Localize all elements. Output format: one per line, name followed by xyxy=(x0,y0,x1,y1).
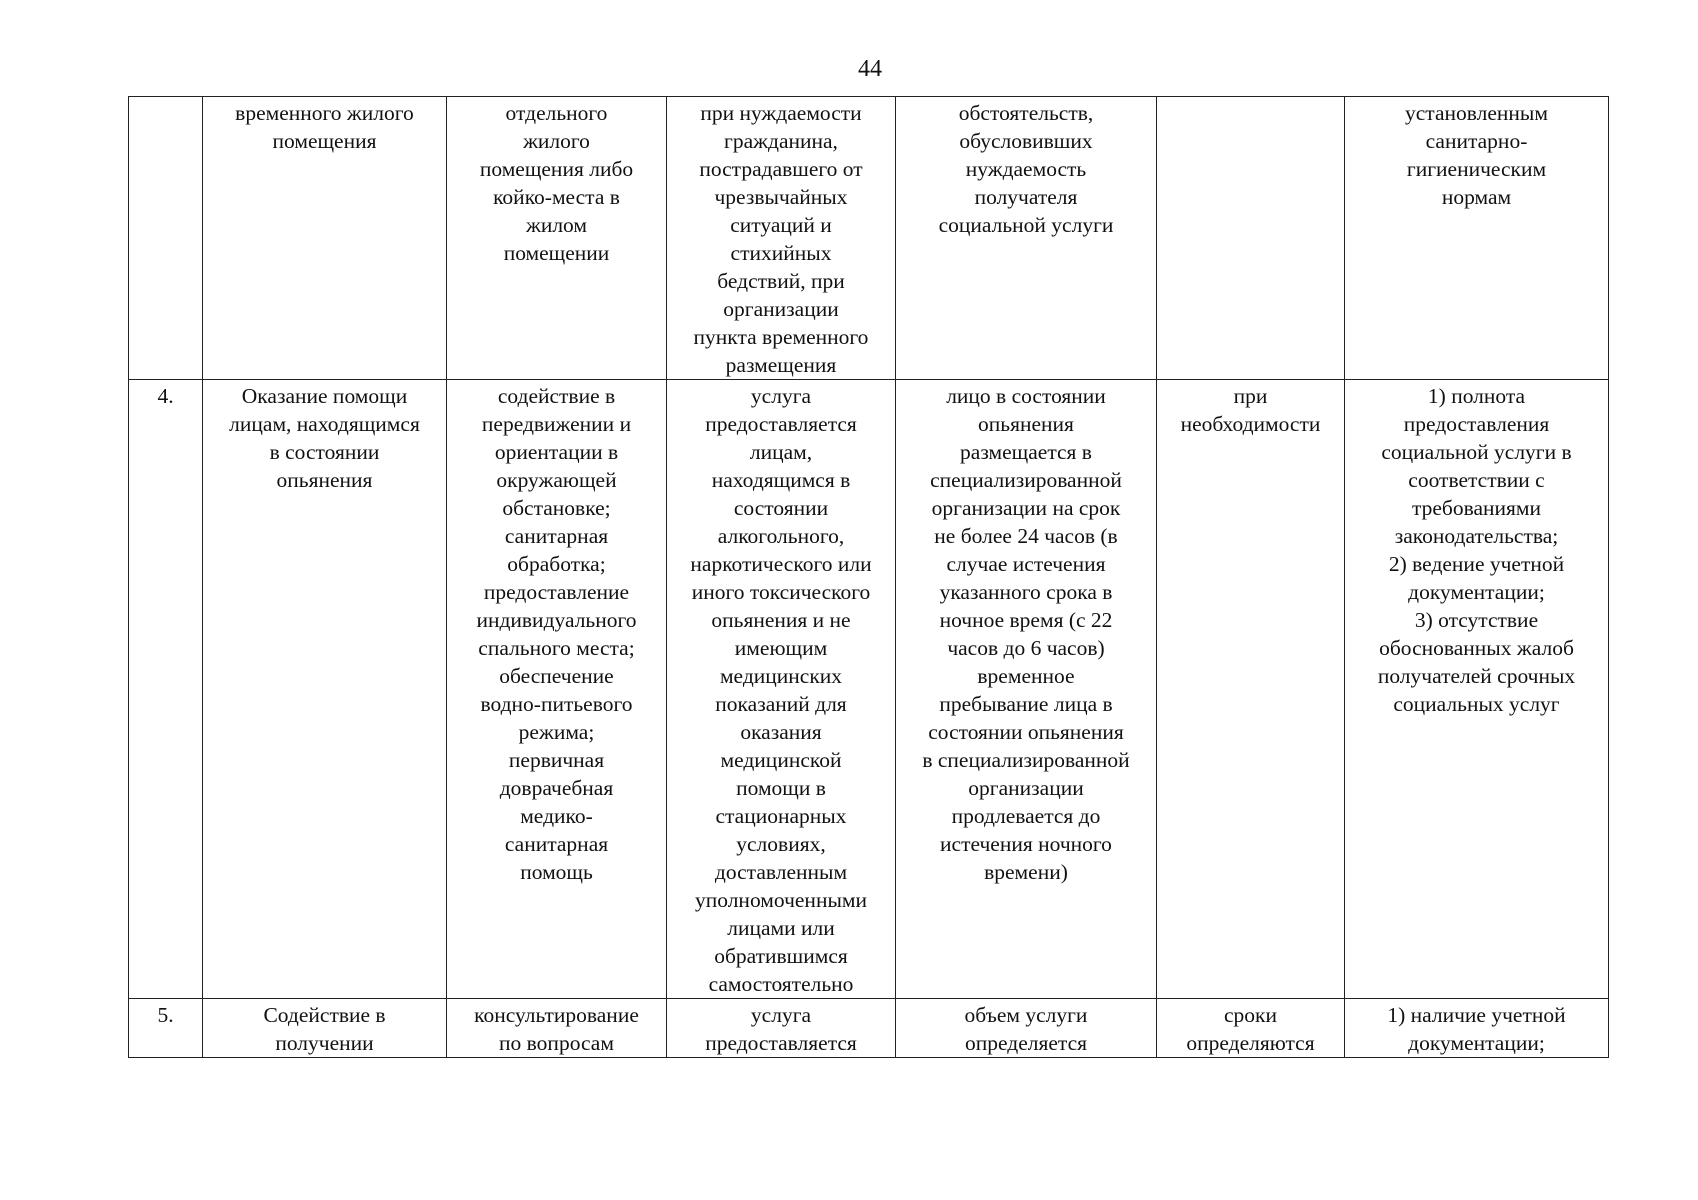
cell-conditions: услуга предоставляется xyxy=(667,999,896,1058)
page-number: 44 xyxy=(858,56,882,82)
cell-number: 5. xyxy=(129,999,203,1058)
cell-number: 4. xyxy=(129,380,203,999)
cell-quality: установленным санитарно- гигиеническим нормам xyxy=(1345,97,1609,380)
table-row xyxy=(129,380,1609,999)
cell-number xyxy=(129,97,203,380)
cell-service-content: содействие в передвижении и ориентации в окружающей обстановке; санитарная обработка; предоставление индивидуального спального места; обеспечение водно-питьевого режима; первичная доврачебная медико- санитарная помощь xyxy=(447,380,667,999)
cell-volume: обстоятельств, обусловивших нуждаемость получателя социальной услуги xyxy=(896,97,1157,380)
cell-quality: 1) наличие учетной документации; xyxy=(1345,999,1609,1058)
cell-service-name: временного жилого помещения xyxy=(203,97,447,380)
cell-terms: сроки определяются xyxy=(1157,999,1345,1058)
cell-service-content: отдельного жилого помещения либо койко-места в жилом помещении xyxy=(447,97,667,380)
cell-terms: при необходимости xyxy=(1157,380,1345,999)
cell-service-name: Оказание помощи лицам, находящимся в состоянии опьянения xyxy=(203,380,447,999)
services-table xyxy=(128,96,1609,1058)
cell-quality: 1) полнота предоставления социальной услуги в соответствии с требованиями законодательства; 2) ведение учетной документации; 3) отсутствие обоснованных жалоб получателей срочных социальных услуг xyxy=(1345,380,1609,999)
cell-volume: объем услуги определяется xyxy=(896,999,1157,1058)
cell-conditions: при нуждаемости гражданина, пострадавшего от чрезвычайных ситуаций и стихийных бедствий, при организации пункта временного размещения xyxy=(667,97,896,380)
cell-service-content: консультирование по вопросам xyxy=(447,999,667,1058)
cell-terms xyxy=(1157,97,1345,380)
table-row xyxy=(129,999,1609,1058)
cell-service-name: Содействие в получении xyxy=(203,999,447,1058)
table-row xyxy=(129,97,1609,380)
cell-volume: лицо в состоянии опьянения размещается в специализированной организации на срок не более 24 часов (в случае истечения указанного срока в ночное время (с 22 часов до 6 часов) временное пребывание лица в состоянии опьянения в специализированной организации продлевается до истечения ночного времени) xyxy=(896,380,1157,999)
cell-conditions: услуга предоставляется лицам, находящимся в состоянии алкогольного, наркотического или иного токсического опьянения и не имеющим медицинских показаний для оказания медицинской помощи в стационарных условиях, доставленным уполномоченными лицами или обратившимся самостоятельно xyxy=(667,380,896,999)
